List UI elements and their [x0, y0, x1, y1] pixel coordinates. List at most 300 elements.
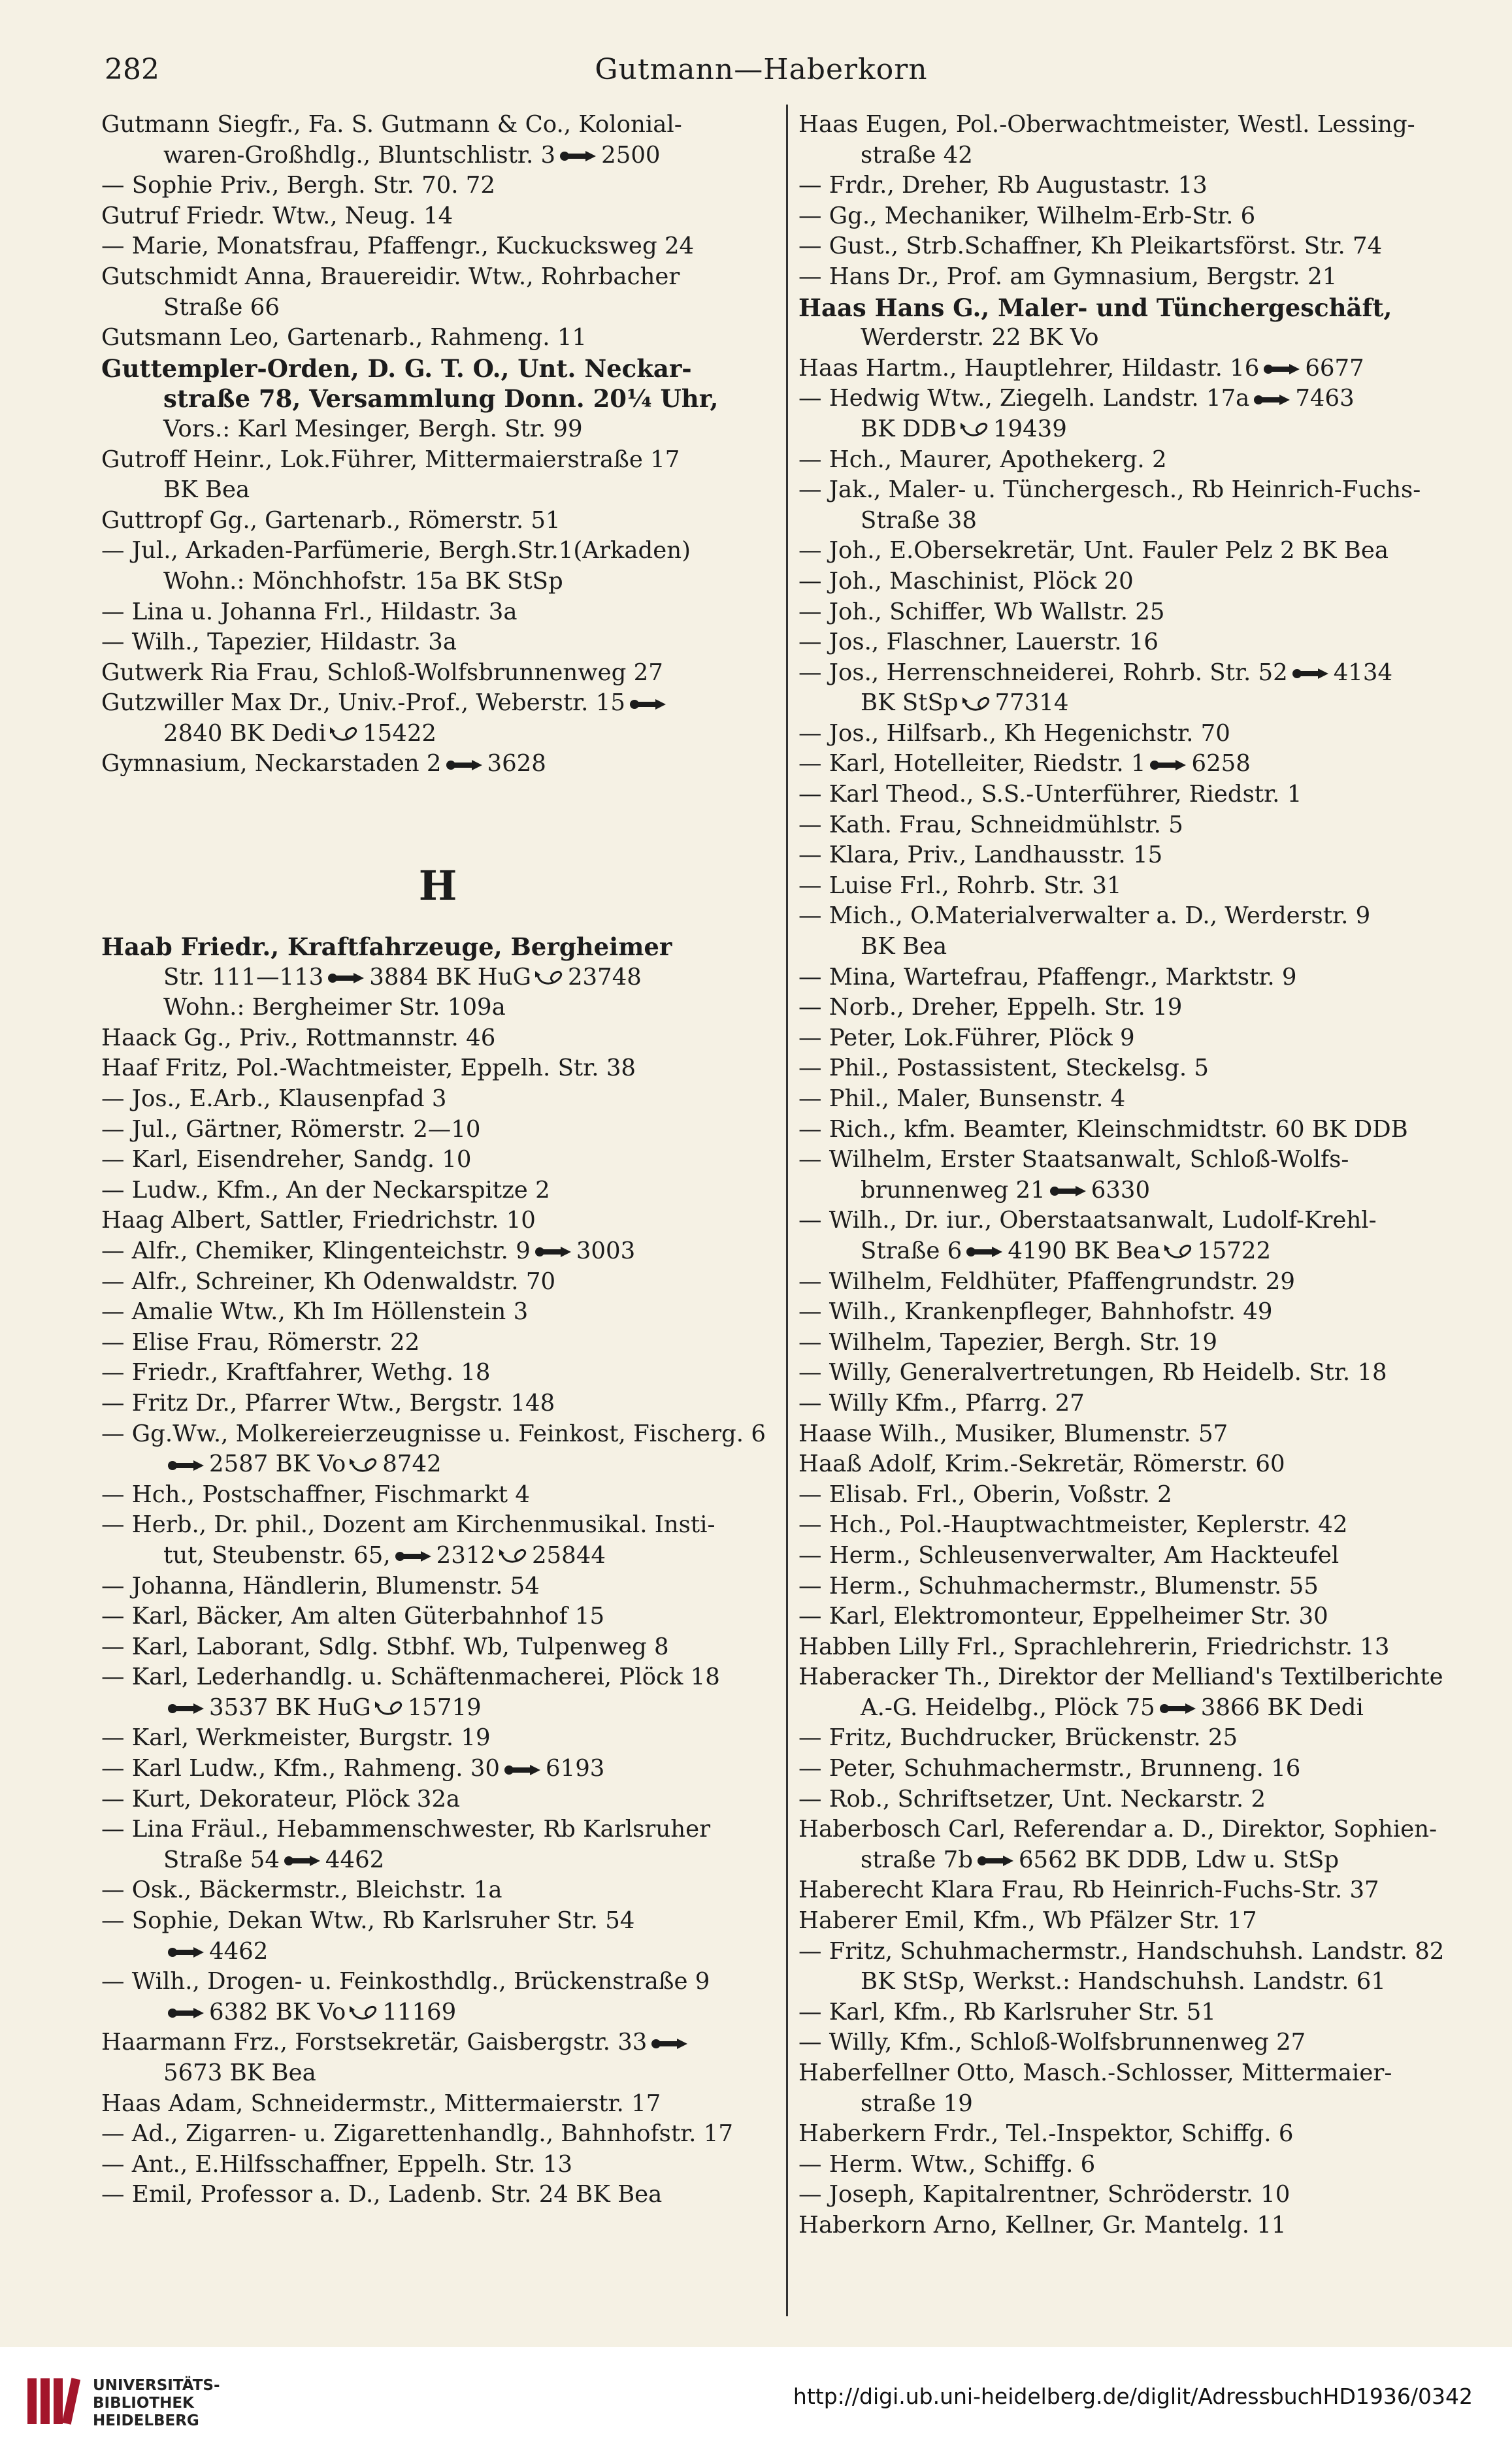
directory-entry-line — [798, 414, 1499, 445]
directory-entry-line — [798, 1967, 1499, 1997]
phone-number: 6193 — [546, 1755, 605, 1782]
telephone-icon — [629, 697, 667, 712]
entry-text: — Peter, Schuhmachermstr., Brunneng. 16 — [798, 1755, 1301, 1782]
directory-entry-line — [798, 323, 1499, 353]
directory-entry-line — [798, 1723, 1499, 1754]
postal-account-number: 25844 — [531, 1541, 606, 1569]
entry-text: Haase Wilh., Musiker, Blumenstr. 57 — [798, 1420, 1228, 1447]
entry-text: Straße 54 — [163, 1846, 280, 1873]
entry-text: — Kath. Frau, Schneidmühlstr. 5 — [798, 811, 1183, 838]
posthorn-icon — [961, 695, 993, 714]
posthorn-icon — [498, 1547, 529, 1566]
telephone-icon — [446, 758, 484, 772]
directory-entry-line — [101, 1997, 774, 2028]
posthorn-icon — [348, 2003, 380, 2023]
directory-entry-line — [101, 1175, 774, 1206]
entry-text: — Ad., Zigarren- u. Zigarettenhandlg., Bahnhofstr. 17 — [101, 2120, 733, 2148]
entry-text: — Elisab. Frl., Oberin, Voßstr. 2 — [798, 1481, 1172, 1508]
directory-entry-line — [798, 1053, 1499, 1084]
page-header — [105, 47, 1418, 93]
posthorn-icon — [959, 420, 991, 440]
directory-entry-line — [101, 1388, 774, 1419]
telephone-icon — [504, 1763, 542, 1777]
directory-entry-line — [101, 597, 774, 628]
directory-entry-line — [101, 1510, 774, 1541]
directory-entry-line — [101, 1449, 774, 1480]
directory-entry-line — [101, 627, 774, 658]
directory-entry-line — [798, 353, 1499, 384]
posthorn-icon — [374, 1699, 405, 1718]
directory-entry-line — [798, 1236, 1499, 1267]
directory-entry-line — [798, 840, 1499, 871]
entry-text: — Karl Theod., S.S.-Unterführer, Riedstr. 1 — [798, 781, 1302, 808]
phone-number: 3866 BK Dedi — [1200, 1694, 1364, 1721]
entry-text: Straße 38 — [861, 506, 977, 534]
directory-entry-line — [101, 445, 774, 476]
entry-text: — Wilhelm, Tapezier, Bergh. Str. 19 — [798, 1328, 1217, 1356]
entry-text: — Hans Dr., Prof. am Gymnasium, Bergstr. 21 — [798, 263, 1338, 290]
entry-text: — Joh., Schiffer, Wb Wallstr. 25 — [798, 598, 1165, 625]
telephone-icon — [167, 1701, 205, 1716]
directory-entry-line — [101, 1875, 774, 1906]
entry-text: — Kurt, Dekorateur, Plöck 32a — [101, 1785, 461, 1813]
entry-text: — Fritz Dr., Pfarrer Wtw., Bergstr. 148 — [101, 1389, 555, 1417]
telephone-icon — [167, 1458, 205, 1473]
directory-entry-line — [798, 140, 1499, 171]
entry-text: Haas Adam, Schneidermstr., Mittermaierstr. 17 — [101, 2090, 661, 2117]
entry-text: — Joh., Maschinist, Plöck 20 — [798, 567, 1134, 595]
directory-entry-line — [101, 1662, 774, 1693]
entry-text: — Herm. Wtw., Schiffg. 6 — [798, 2150, 1096, 2178]
directory-entry-line — [101, 475, 774, 506]
directory-entry-line — [101, 1784, 774, 1815]
column-divider — [786, 105, 788, 2316]
entry-text: — Phil., Postassistent, Steckelsg. 5 — [798, 1055, 1209, 1082]
entry-text: straße 7b — [861, 1846, 973, 1873]
entry-text: — Friedr., Kraftfahrer, Wethg. 18 — [101, 1359, 491, 1387]
telephone-icon — [167, 1945, 205, 1960]
running-title: Gutmann—Haberkorn — [595, 53, 928, 86]
entry-text: Haberkorn Arno, Kellner, Gr. Mantelg. 11 — [798, 2211, 1287, 2239]
directory-entry-line — [798, 110, 1499, 140]
telephone-icon — [1253, 393, 1291, 407]
logo-line-1: UNIVERSITÄTS- — [93, 2377, 220, 2394]
postal-account-number: 15422 — [363, 719, 437, 747]
entry-text: BK Bea — [163, 476, 250, 504]
directory-entry-line — [798, 1328, 1499, 1358]
directory-entry-line — [798, 1419, 1499, 1450]
entry-text: Werderstr. 22 BK Vo — [861, 324, 1099, 352]
directory-entry-line — [798, 901, 1499, 932]
directory-entry-line — [101, 1937, 774, 1967]
directory-entry-line — [798, 719, 1499, 749]
entry-text: 2840 BK Dedi — [163, 719, 327, 747]
directory-entry-line — [101, 2089, 774, 2120]
telephone-icon — [327, 971, 365, 985]
directory-entry-line — [101, 1906, 774, 1937]
directory-entry-line — [798, 658, 1499, 689]
entry-text: — Peter, Lok.Führer, Plöck 9 — [798, 1024, 1135, 1051]
entry-text: — Fritz, Buchdrucker, Brückenstr. 25 — [798, 1724, 1238, 1752]
directory-entry-line — [798, 993, 1499, 1023]
directory-entry-line — [798, 1814, 1499, 1845]
directory-entry-line — [101, 1115, 774, 1145]
logo-line-2: BIBLIOTHEK — [93, 2395, 194, 2412]
entry-text: — Karl, Werkmeister, Burgstr. 19 — [101, 1724, 491, 1752]
telephone-icon — [284, 1854, 321, 1868]
telephone-icon — [966, 1245, 1004, 1259]
entry-text: — Willy, Kfm., Schloß-Wolfsbrunnenweg 27 — [798, 2029, 1306, 2056]
directory-entry-line — [798, 1084, 1499, 1115]
directory-entry-line — [798, 1997, 1499, 2028]
directory-entry-line — [798, 171, 1499, 201]
entry-text: — Wilh., Drogen- u. Feinkosthdlg., Brückenstraße 9 — [101, 1968, 710, 1995]
directory-entry-line — [798, 1845, 1499, 1876]
entry-text: — Wilh., Tapezier, Hildastr. 3a — [101, 629, 457, 656]
directory-entry-line — [798, 1145, 1499, 1175]
directory-entry-line — [101, 1601, 774, 1632]
phone-number: 3628 — [487, 750, 546, 778]
entry-text: straße 42 — [861, 141, 973, 169]
directory-entry-line — [101, 1814, 774, 1845]
entry-text: — Jul., Arkaden-Parfümerie, Bergh.Str.1(Arkaden) — [101, 537, 691, 565]
entry-text: Haberkern Frdr., Tel.-Inspektor, Schiffg. 6 — [798, 2120, 1294, 2148]
directory-entry-line — [798, 2180, 1499, 2210]
postal-account-number: 11169 — [382, 1998, 457, 2026]
entry-text: Haaf Fritz, Pol.-Wachtmeister, Eppelh. Str. 38 — [101, 1055, 636, 1082]
directory-entry-line — [798, 2027, 1499, 2058]
postal-account-number: 15722 — [1197, 1237, 1272, 1264]
directory-entry-line — [798, 779, 1499, 810]
entry-text: Straße 6 — [861, 1237, 962, 1264]
directory-entry-line — [101, 2119, 774, 2150]
entry-text: — Fritz, Schuhmachermstr., Handschuhsh. Landstr. 82 — [798, 1937, 1445, 1965]
entry-text: — Joh., E.Obersekretär, Unt. Fauler Pelz 2 BK Bea — [798, 537, 1389, 565]
entry-text: — Norb., Dreher, Eppelh. Str. 19 — [798, 994, 1183, 1021]
directory-entry-line — [101, 749, 774, 779]
telephone-icon — [559, 149, 597, 163]
footer-bar — [0, 2347, 1512, 2445]
directory-entry-line — [798, 1480, 1499, 1511]
entry-text: Haas Eugen, Pol.-Oberwachtmeister, Westl. Lessing- — [798, 111, 1415, 138]
entry-text: Haas Hans G., Maler- und Tünchergeschäft, — [798, 293, 1392, 322]
phone-number: 4462 — [325, 1846, 385, 1873]
directory-entry-line — [101, 1754, 774, 1784]
directory-entry-line — [101, 506, 774, 536]
entry-text: Haab Friedr., Kraftfahrzeuge, Bergheimer — [101, 932, 672, 962]
directory-entry-line — [798, 2210, 1499, 2241]
entry-text: — Wilhelm, Erster Staatsanwalt, Schloß-Wolfs- — [798, 1146, 1349, 1173]
entry-text: Gutsmann Leo, Gartenarb., Rahmeng. 11 — [101, 324, 587, 352]
entry-text: — Ludw., Kfm., An der Neckarspitze 2 — [101, 1176, 550, 1204]
directory-entry-line — [101, 658, 774, 689]
entry-text: — Lina Fräul., Hebammenschwester, Rb Karlsruher — [101, 1816, 711, 1843]
entry-text: — Karl, Eisendreher, Sandg. 10 — [101, 1146, 472, 1173]
section-letter: H — [418, 861, 457, 910]
directory-entry-line — [101, 1845, 774, 1876]
postal-account-number: 8742 — [382, 1451, 442, 1478]
directory-entry-line — [798, 1115, 1499, 1145]
directory-entry-line — [798, 597, 1499, 628]
directory-entry-line — [101, 993, 774, 1023]
directory-entry-line — [798, 2089, 1499, 2120]
entry-text: Wohn.: Mönchhofstr. 15a BK StSp — [163, 567, 563, 595]
entry-text: — Herb., Dr. phil., Dozent am Kirchenmusikal. Insti- — [101, 1511, 715, 1539]
page-number: 282 — [105, 53, 159, 86]
entry-text: Guttempler-Orden, D. G. T. O., Unt. Neckar- — [101, 353, 692, 383]
directory-entry-line — [798, 1662, 1499, 1693]
directory-entry-line — [101, 1084, 774, 1115]
directory-entry-line — [798, 1754, 1499, 1784]
directory-entry-line — [101, 2027, 774, 2058]
directory-entry-line — [101, 1023, 774, 1054]
entry-text: — Karl Ludw., Kfm., Rahmeng. 30 — [101, 1755, 501, 1782]
directory-entry-line — [101, 171, 774, 201]
directory-entry-line — [798, 506, 1499, 536]
directory-entry-line — [101, 1632, 774, 1663]
entry-text: — Gust., Strb.Schaffner, Kh Pleikartsförst. Str. 74 — [798, 233, 1383, 260]
directory-entry-line — [101, 1267, 774, 1298]
directory-entry-line — [798, 962, 1499, 993]
directory-entry-line — [101, 110, 774, 140]
entry-text: — Jos., Hilfsarb., Kh Hegenichstr. 70 — [798, 719, 1230, 747]
entry-text: — Rich., kfm. Beamter, Kleinschmidtstr. 60 BK DDB — [798, 1115, 1408, 1143]
entry-text: — Karl, Bäcker, Am alten Güterbahnhof 15 — [101, 1603, 605, 1630]
directory-entry-line — [101, 1053, 774, 1084]
directory-entry-line — [101, 293, 774, 323]
entry-text: — Karl, Lederhandlg. u. Schäftenmacherei, Plöck 18 — [101, 1664, 720, 1691]
entry-text: — Karl, Laborant, Sdlg. Stbhf. Wb, Tulpenweg 8 — [101, 1633, 669, 1660]
directory-entry-line — [101, 1145, 774, 1175]
entry-text: Haberbosch Carl, Referendar a. D., Direktor, Sophien- — [798, 1816, 1438, 1843]
directory-entry-line — [101, 1206, 774, 1236]
entry-text: — Willy, Generalvertretungen, Rb Heidelb. Str. 18 — [798, 1359, 1387, 1387]
directory-entry-line — [798, 2119, 1499, 2150]
entry-text: Haberfellner Otto, Masch.-Schlosser, Mittermaier- — [798, 2059, 1392, 2086]
directory-entry-line — [101, 2180, 774, 2210]
entry-text: — Klara, Priv., Landhausstr. 15 — [798, 842, 1163, 869]
directory-entry-line — [798, 1023, 1499, 1054]
directory-entry-line — [798, 1784, 1499, 1815]
entry-text: — Karl, Elektromonteur, Eppelheimer Str. 30 — [798, 1603, 1328, 1630]
directory-entry-line — [798, 293, 1499, 323]
entry-text: Haaß Adolf, Krim.-Sekretär, Römerstr. 60 — [798, 1451, 1285, 1478]
directory-entry-line — [101, 1358, 774, 1388]
entry-text: — Hch., Maurer, Apothekerg. 2 — [798, 446, 1167, 473]
directory-entry-line — [101, 536, 774, 566]
entry-text: — Herm., Schuhmachermstr., Blumenstr. 55 — [798, 1572, 1319, 1600]
right-column — [798, 110, 1499, 2241]
directory-entry-line — [798, 1510, 1499, 1541]
entry-text: — Alfr., Schreiner, Kh Odenwaldstr. 70 — [101, 1268, 556, 1295]
directory-entry-line — [101, 962, 774, 993]
phone-number: 3003 — [576, 1237, 636, 1264]
entry-text: — Wilhelm, Feldhüter, Pfaffengrundstr. 29 — [798, 1268, 1295, 1295]
entry-text: — Mich., O.Materialverwalter a. D., Werderstr. 9 — [798, 902, 1371, 930]
directory-entry-line — [798, 231, 1499, 262]
postal-account-number: 19439 — [993, 415, 1067, 442]
directory-entry-line — [798, 201, 1499, 232]
entry-text: Gutmann Siegfr., Fa. S. Gutmann & Co., Kolonial- — [101, 111, 682, 138]
entry-text: brunnenweg 21 — [861, 1176, 1045, 1204]
directory-entry-line — [101, 1236, 774, 1267]
entry-text: — Ant., E.Hilfsschaffner, Eppelh. Str. 13 — [101, 2150, 573, 2178]
directory-entry-line — [798, 749, 1499, 779]
entry-text: — Jos., E.Arb., Klausenpfad 3 — [101, 1085, 447, 1112]
directory-entry-line — [101, 1723, 774, 1754]
entry-text: Haberer Emil, Kfm., Wb Pfälzer Str. 17 — [798, 1907, 1257, 1935]
entry-text: — Willy Kfm., Pfarrg. 27 — [798, 1389, 1085, 1417]
source-url-link[interactable]: http://digi.ub.uni-heidelberg.de/diglit/AdressbuchHD1936/0342 — [793, 2384, 1473, 2409]
directory-entry-line — [101, 932, 774, 962]
entry-text: Wohn.: Bergheimer Str. 109a — [163, 994, 506, 1021]
entry-text: — Osk., Bäckermstr., Bleichstr. 1a — [101, 1877, 502, 1904]
telephone-icon — [1292, 666, 1330, 681]
directory-entry-line — [798, 1541, 1499, 1571]
directory-entry-line — [101, 1328, 774, 1358]
telephone-icon — [1263, 362, 1301, 376]
directory-entry-line — [798, 1449, 1499, 1480]
entry-text: — Herm., Schleusenverwalter, Am Hackteufel — [798, 1541, 1339, 1569]
phone-number: 4462 — [209, 1937, 269, 1965]
entry-text: — Wilh., Dr. iur., Oberstaatsanwalt, Ludolf-Krehl- — [798, 1207, 1377, 1234]
phone-number: 2500 — [601, 141, 661, 169]
directory-entry-line — [798, 871, 1499, 902]
entry-text: — Gg., Mechaniker, Wilhelm-Erb-Str. 6 — [798, 202, 1256, 229]
entry-text: BK StSp — [861, 689, 959, 717]
directory-entry-line — [101, 414, 774, 445]
phone-number: 6258 — [1191, 750, 1251, 778]
directory-entry-line — [798, 1297, 1499, 1328]
entry-text: — Frdr., Dreher, Rb Augustastr. 13 — [798, 172, 1208, 199]
entry-text: BK Bea — [861, 933, 947, 960]
directory-entry-line — [798, 1571, 1499, 1602]
directory-entry-line — [798, 1937, 1499, 1967]
directory-entry-line — [101, 1571, 774, 1602]
directory-entry-line — [101, 2058, 774, 2089]
posthorn-icon — [1163, 1242, 1194, 1262]
directory-entry-line — [101, 1419, 774, 1450]
directory-entry-line — [798, 1906, 1499, 1937]
phone-number: 4190 BK Bea — [1008, 1237, 1161, 1264]
entry-text: Haberacker Th., Direktor der Melliand's Textilberichte — [798, 1664, 1443, 1691]
directory-entry-line — [798, 262, 1499, 293]
entry-text: Gutruf Friedr. Wtw., Neug. 14 — [101, 202, 453, 229]
entry-text: — Hch., Postschaffner, Fischmarkt 4 — [101, 1481, 530, 1508]
directory-entry-line — [798, 1601, 1499, 1632]
telephone-icon — [1159, 1701, 1197, 1716]
entry-text: — Jos., Flaschner, Lauerstr. 16 — [798, 629, 1159, 656]
entry-text: Straße 66 — [163, 293, 280, 321]
phone-number: 6562 BK DDB, Ldw u. StSp — [1018, 1846, 1339, 1873]
entry-text: — Elise Frau, Römerstr. 22 — [101, 1328, 420, 1356]
directory-entry-line — [798, 566, 1499, 597]
directory-entry-line — [101, 1693, 774, 1724]
entry-text: — Rob., Schriftsetzer, Unt. Neckarstr. 2 — [798, 1785, 1266, 1813]
entry-text: Str. 111—113 — [163, 963, 324, 991]
phone-number: 3884 BK HuG — [369, 963, 531, 991]
entry-text: Habben Lilly Frl., Sprachlehrerin, Friedrichstr. 13 — [798, 1633, 1390, 1660]
phone-number: 6677 — [1305, 354, 1364, 382]
logo-text — [93, 2377, 220, 2430]
directory-entry-line — [798, 1875, 1499, 1906]
posthorn-icon — [329, 725, 360, 744]
entry-text: — Hch., Pol.-Hauptwachtmeister, Keplerstr. 42 — [798, 1511, 1348, 1539]
directory-entry-line — [798, 1175, 1499, 1206]
entry-text: — Hedwig Wtw., Ziegelh. Landstr. 17a — [798, 385, 1250, 412]
blank-line — [101, 810, 774, 841]
entry-text: A.-G. Heidelbg., Plöck 75 — [861, 1694, 1155, 1721]
directory-entry-line — [101, 2150, 774, 2180]
entry-text: — Marie, Monatsfrau, Pfaffengr., Kuckucksweg 24 — [101, 233, 695, 260]
telephone-icon — [395, 1549, 433, 1564]
entry-text: — Mina, Wartefrau, Pfaffengr., Marktstr. 9 — [798, 963, 1297, 991]
directory-entry-line — [101, 1480, 774, 1511]
directory-entry-line — [798, 932, 1499, 962]
entry-text: Haag Albert, Sattler, Friedrichstr. 10 — [101, 1207, 536, 1234]
entry-text: BK StSp, Werkst.: Handschuhsh. Landstr. 61 — [861, 1968, 1386, 1995]
directory-entry-line — [101, 1541, 774, 1571]
directory-entry-line — [798, 1693, 1499, 1724]
phone-number: 2587 BK Vo — [209, 1451, 346, 1478]
directory-entry-line — [798, 2150, 1499, 2180]
phone-number: 2312 — [436, 1541, 495, 1569]
directory-entry-line — [101, 262, 774, 293]
directory-entry-line — [101, 323, 774, 353]
telephone-icon — [534, 1245, 572, 1259]
left-column — [101, 110, 774, 2210]
directory-entry-line — [798, 688, 1499, 719]
entry-text: straße 78, Versammlung Donn. 20¼ Uhr, — [163, 384, 719, 414]
entry-text: — Alfr., Chemiker, Klingenteichstr. 9 — [101, 1237, 531, 1264]
entry-text: Haack Gg., Priv., Rottmannstr. 46 — [101, 1024, 496, 1051]
phone-number: 3537 BK HuG — [209, 1694, 371, 1721]
entry-text: — Sophie Priv., Bergh. Str. 70. 72 — [101, 172, 495, 199]
entry-text: — Jos., Herrenschneiderei, Rohrb. Str. 52 — [798, 659, 1288, 686]
directory-entry-line — [798, 627, 1499, 658]
phone-number: 6330 — [1091, 1176, 1151, 1204]
postal-account-number: 77314 — [994, 689, 1069, 717]
entry-text: straße 19 — [861, 2090, 973, 2117]
directory-entry-line — [101, 201, 774, 232]
directory-entry-line — [101, 1297, 774, 1328]
telephone-icon — [651, 2037, 689, 2051]
entry-text: — Joseph, Kapitalrentner, Schröderstr. 10 — [798, 2181, 1290, 2208]
entry-text: Haberecht Klara Frau, Rb Heinrich-Fuchs-Str. 37 — [798, 1877, 1379, 1904]
directory-entry-line — [101, 353, 774, 384]
entry-text: Gutschmidt Anna, Brauereidir. Wtw., Rohrbacher — [101, 263, 680, 290]
blank-line — [101, 779, 774, 810]
phone-number: 4134 — [1333, 659, 1393, 686]
posthorn-icon — [534, 968, 565, 988]
phone-number: 6382 BK Vo — [209, 1998, 346, 2026]
entry-text: 5673 BK Bea — [163, 2059, 316, 2086]
entry-text: Haarmann Frz., Forstsekretär, Gaisbergstr. 33 — [101, 2029, 648, 2056]
telephone-icon — [167, 2006, 205, 2020]
telephone-icon — [1049, 1184, 1087, 1198]
directory-entry-line — [101, 384, 774, 414]
directory-entry-line — [798, 1388, 1499, 1419]
entry-text: — Jak., Maler- u. Tünchergesch., Rb Heinrich-Fuchs- — [798, 476, 1421, 504]
directory-entry-line — [101, 1967, 774, 1997]
directory-entry-line — [101, 688, 774, 719]
directory-entry-line — [101, 140, 774, 171]
entry-text: BK DDB — [861, 415, 957, 442]
directory-entry-line — [798, 384, 1499, 414]
entry-text: — Gg.Ww., Molkereierzeugnisse u. Feinkost, Fischerg. 6 — [101, 1420, 766, 1447]
phone-number: 7463 — [1295, 385, 1355, 412]
directory-entry-line — [798, 1206, 1499, 1236]
